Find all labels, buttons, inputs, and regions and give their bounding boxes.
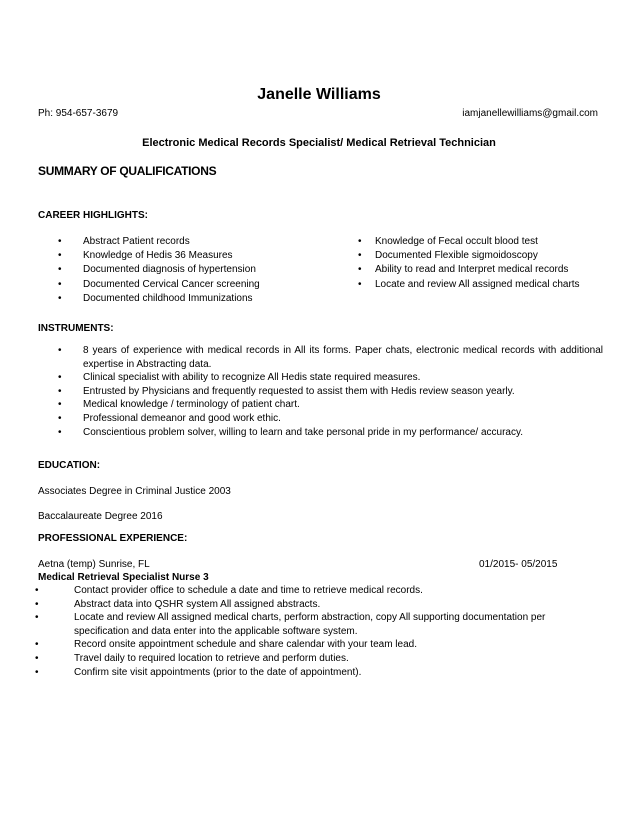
job-title: Electronic Medical Records Specialist/ Medical Retrieval Technician [142,137,496,149]
responsibilities-list [35,584,595,679]
career-highlights-heading: CAREER HIGHLIGHTS: [38,210,148,221]
highlights-left-list: • Abstract Patient records • Knowledge of Hedis 36 Measures • Documented diagnosis of hypertension • Documented Cervical Cancer screening • Documented childhood Immunizations [58,236,260,304]
list-item: • Locate and review All assigned medical charts, perform abstraction, copy All supporting documentation per specification and data enter into the applicable software system. [35,612,546,637]
employer: Aetna (temp) Sunrise, FL [38,559,150,570]
bullet-icon: • [35,639,39,651]
bullet-icon: • [358,236,362,247]
instruments-list [58,344,603,439]
list-item: • Confirm site visit appointments (prior to the date of appointment). [35,666,362,678]
list-item: • Entrusted by Physicians and frequently requested to assist them with Hedis review season yearly. [58,385,515,397]
bullet-icon: • [58,264,62,275]
instruments-heading: INSTRUMENTS: [38,323,114,334]
bullet-icon: • [58,426,62,438]
experience-heading: PROFESSIONAL EXPERIENCE: [38,533,188,544]
summary-heading: SUMMARY OF QUALIFICATIONS [38,164,217,178]
candidate-name: Janelle Williams [257,86,381,103]
list-item: • Abstract data into QSHR system All assigned abstracts. [35,598,321,610]
bullet-icon: • [58,236,62,247]
bullet-icon: • [58,385,62,397]
list-item: • Clinical specialist with ability to recognize All Hedis state required measures. [58,372,421,384]
list-item: • Conscientious problem solver, willing to learn and take personal pride in my performance/ accuracy. [58,426,524,438]
bullet-icon: • [358,279,362,290]
email-address: iamjanellewilliams@gmail.com [462,108,598,119]
bullet-icon: • [58,345,62,356]
bullet-icon: • [358,250,362,261]
list-item: • Professional demeanor and good work ethic. [58,412,281,424]
bullet-icon: • [35,666,39,678]
phone-number: Ph: 954-657-3679 [38,108,119,119]
degree-baccalaureate: Baccalaureate Degree 2016 [38,511,163,522]
bullet-icon: • [58,279,62,290]
bullet-icon: • [35,598,39,610]
list-item: • Travel daily to required location to retrieve and perform duties. [35,652,349,664]
bullet-icon: • [58,250,62,261]
list-item: • 8 years of experience with medical records in All its forms. Paper chats, electronic medical records with additional expertise in Abstracting data. [58,345,603,370]
position-title: Medical Retrieval Specialist Nurse 3 [38,572,209,583]
bullet-icon: • [58,412,62,424]
bullet-icon: • [58,372,62,384]
bullet-icon: • [35,585,39,596]
bullet-icon: • [58,399,62,411]
list-item: • Record onsite appointment schedule and share calendar with your team lead. [35,639,417,651]
bullet-icon: • [58,293,62,304]
degree-associates: Associates Degree in Criminal Justice 2003 [38,486,231,497]
bullet-icon: • [35,612,39,624]
education-heading: EDUCATION: [38,460,101,471]
list-item: • Medical knowledge / terminology of patient chart. [58,399,300,411]
highlights-right-list: • Knowledge of Fecal occult blood test • Documented Flexible sigmoidoscopy • Ability to read and Interpret medical records • Locate and review All assigned medical charts [358,236,580,290]
employment-dates: 01/2015- 05/2015 [479,559,558,570]
bullet-icon: • [358,264,362,275]
bullet-icon: • [35,652,39,664]
list-item: • Contact provider office to schedule a date and time to retrieve medical records. [35,585,423,596]
